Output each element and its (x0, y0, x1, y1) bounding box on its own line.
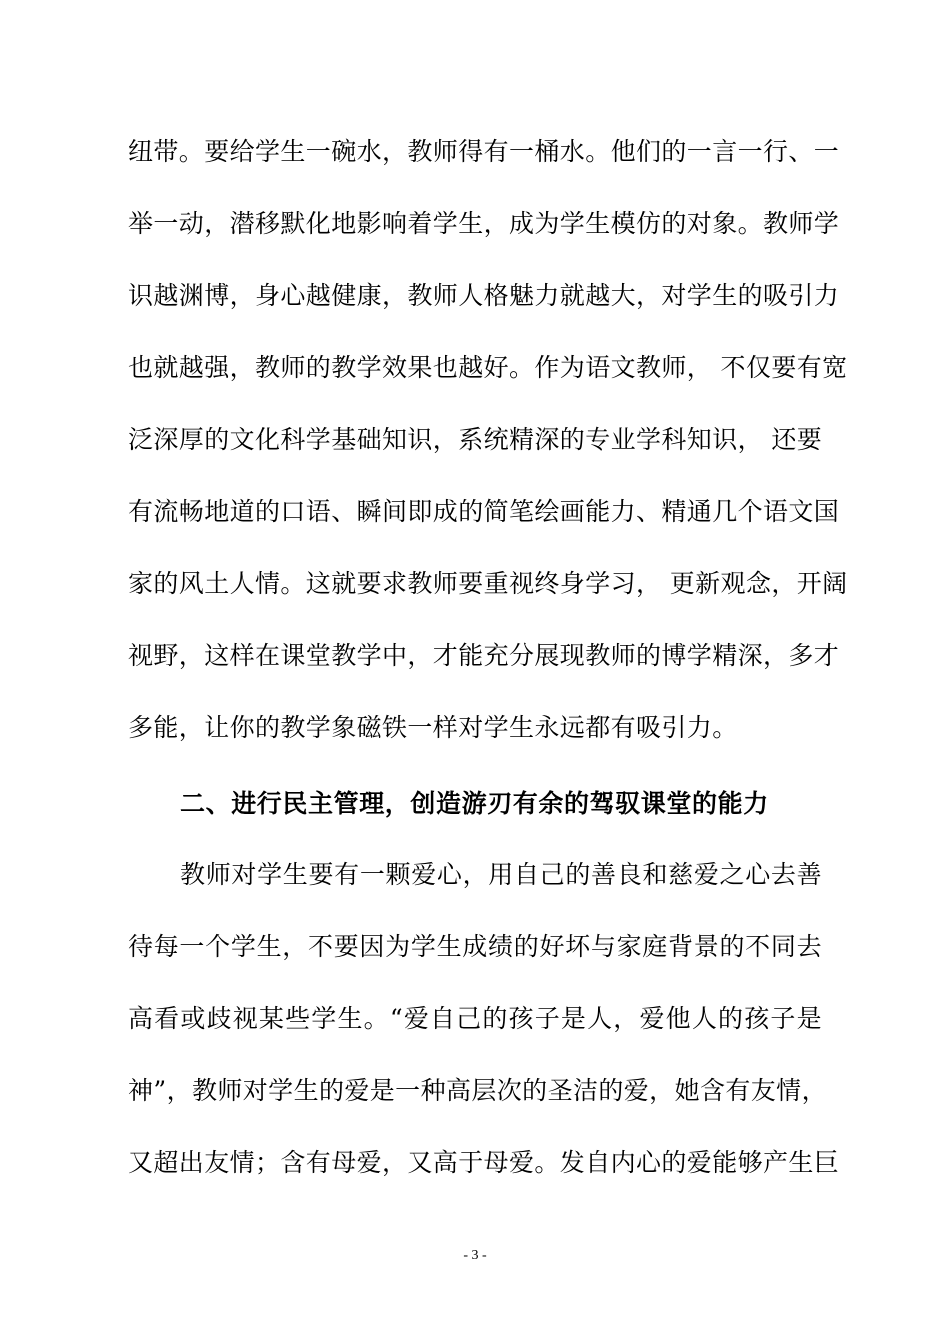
paragraph-line: 识越渊博，身心越健康，教师人格魅力就越大，对学生的吸引力 (128, 281, 840, 310)
paragraph-line: 待每一个学生，不要因为学生成绩的好坏与家庭背景的不同去 (128, 932, 822, 961)
paragraph-line: 家的风土人情。这就要求教师要重视终身学习， 更新观念，开阔 (128, 569, 848, 598)
paragraph-line: 举一动，潜移默化地影响着学生，成为学生模仿的对象。教师学 (128, 209, 840, 238)
page-number: - 3 - (463, 1248, 487, 1263)
paragraph-line: 教师对学生要有一颗爱心，用自己的善良和慈爱之心去善 (180, 860, 822, 889)
paragraph-line: 视野，这样在课堂教学中，才能充分展现教师的博学精深，多才 (128, 641, 840, 670)
paragraph-line: 多能，让你的教学象磁铁一样对学生永远都有吸引力。 (128, 713, 738, 742)
paragraph-line: 高看或歧视某些学生。“爱自己的孩子是人，爱他人的孩子是 (128, 1004, 822, 1033)
paragraph-line: 神”，教师对学生的爱是一种高层次的圣洁的爱，她含有友情， (128, 1076, 827, 1105)
paragraph-line: 也就越强，教师的教学效果也越好。作为语文教师， 不仅要有宽 (128, 353, 848, 382)
paragraph-line: 有流畅地道的口语、瞬间即成的简笔绘画能力、精通几个语文国 (128, 497, 840, 526)
section-heading: 二、进行民主管理，创造游刃有余的驾驭课堂的能力 (180, 789, 769, 818)
paragraph-line: 纽带。要给学生一碗水，教师得有一桶水。他们的一言一行、一 (128, 137, 840, 166)
paragraph-line: 又超出友情；含有母爱，又高于母爱。发自内心的爱能够产生巨 (128, 1148, 840, 1177)
paragraph-line: 泛深厚的文化科学基础知识，系统精深的专业学科知识， 还要 (128, 425, 823, 454)
